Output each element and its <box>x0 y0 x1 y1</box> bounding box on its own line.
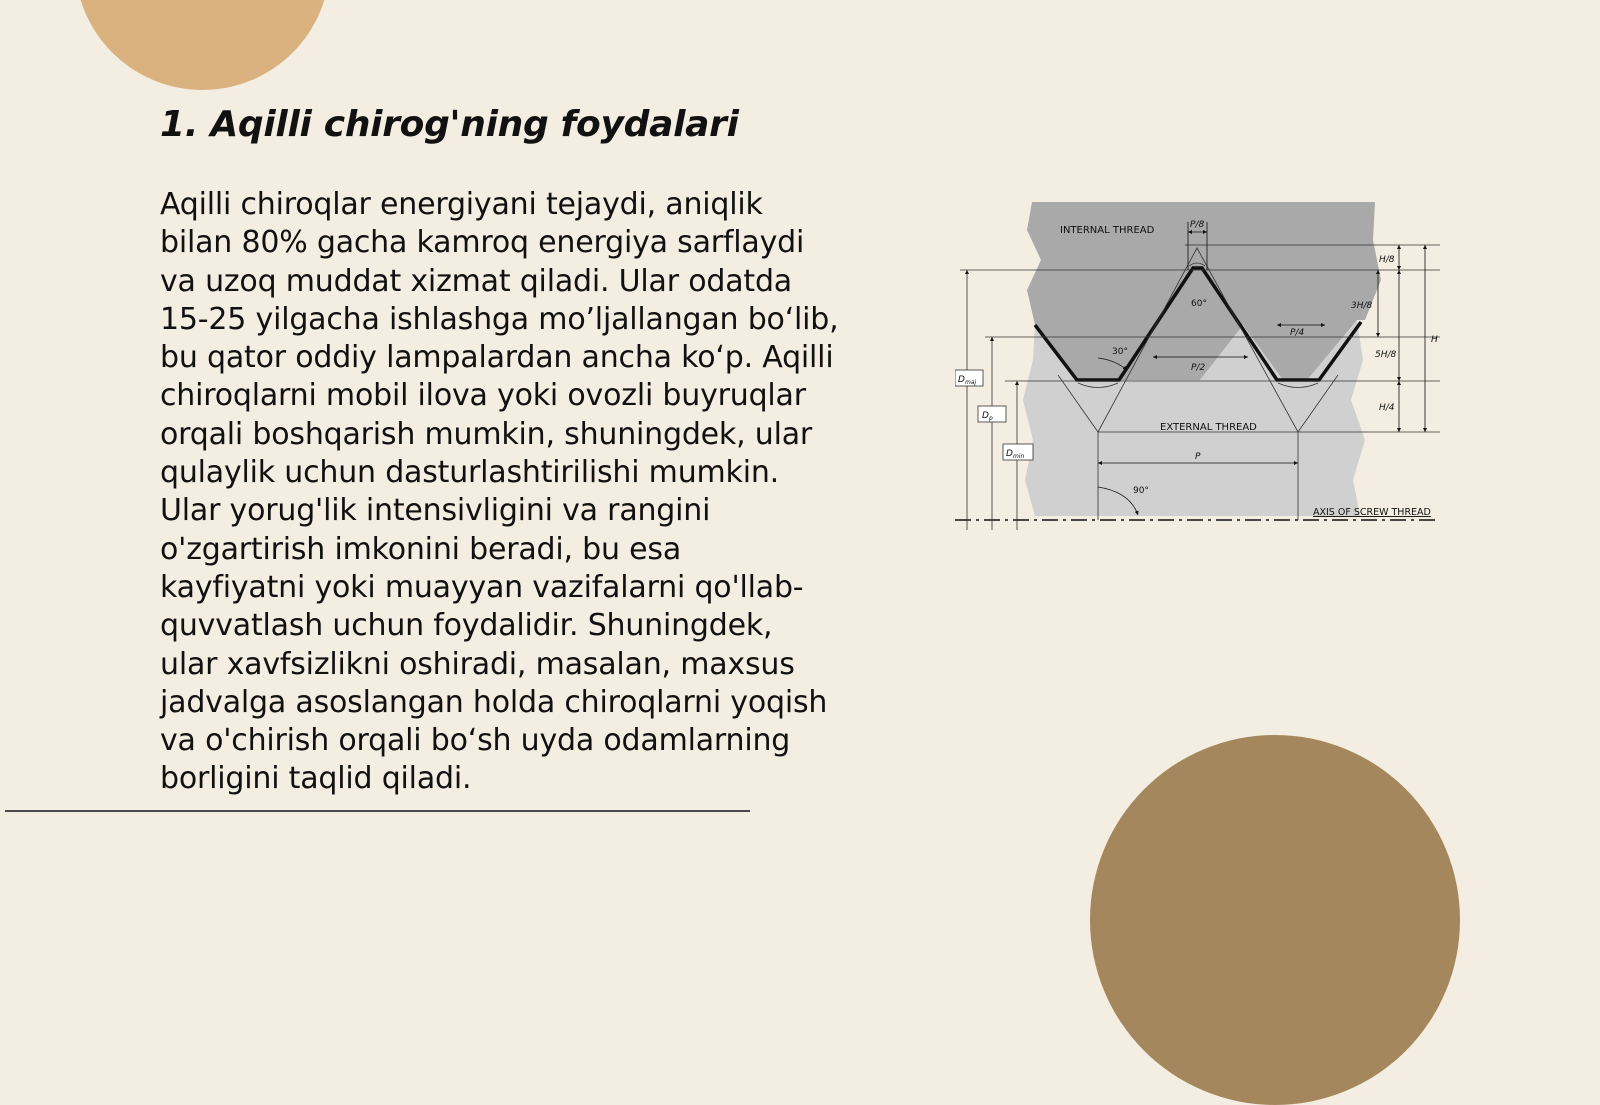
p2-label: P/2 <box>1191 363 1206 373</box>
paragraph-line: va uzoq muddat xizmat qiladi. Ular odatda <box>160 263 792 299</box>
paragraph-line: Aqilli chiroqlar energiyani tejaydi, aniqlik <box>160 187 763 222</box>
angle90-label: 90° <box>1133 486 1149 496</box>
paragraph-line: Ular yorug'lik intensivligini va rangini <box>160 493 711 529</box>
screw-thread-diagram <box>955 200 1450 540</box>
p4-label: P/4 <box>1290 328 1305 338</box>
paragraph-line: orqali boshqarish mumkin, shuningdek, ular <box>160 416 813 452</box>
body-paragraph <box>160 186 850 799</box>
p8-label: P/8 <box>1190 220 1205 230</box>
paragraph-line: o'zgartirish imkonini beradi, bu esa <box>160 531 682 567</box>
paragraph-line: chiroqlarni mobil ilova yoki ovozli buyruqlar <box>160 378 806 414</box>
paragraph-line: quvvatlash uchun foydalidir. Shuningdek, <box>160 608 773 644</box>
angle30-label: 30° <box>1112 347 1128 357</box>
decorative-circle-bottom <box>1090 735 1460 1105</box>
h4-label: H/4 <box>1379 403 1395 413</box>
paragraph-line: qulaylik uchun dasturlashtirilishi mumkin. <box>160 455 779 491</box>
paragraph-line: 15-25 yilgacha ishlashga mo’ljallangan bo‘lib, <box>160 301 839 337</box>
paragraph-line: ular xavfsizlikni oshiradi, masalan, maxsus <box>160 646 795 682</box>
p-label: P <box>1195 452 1201 462</box>
h5-8-label: 5H/8 <box>1375 350 1397 360</box>
svg-text:Dp: $D_p$ <box>982 411 993 422</box>
decorative-circle-top <box>75 0 330 90</box>
external-thread-label: EXTERNAL THREAD <box>1160 422 1257 433</box>
paragraph-line: bilan 80% gacha kamroq energiya sarflaydi <box>160 225 805 261</box>
dp-box <box>978 406 1006 422</box>
paragraph-line: kayfiyatni yoki muayyan vazifalarni qo'llab- <box>160 569 804 605</box>
slide-title: 1. Aqilli chirog'ning foydalari <box>160 104 739 145</box>
paragraph-line: jadvalga asoslangan holda chiroqlarni yoqish <box>160 684 828 720</box>
h-label: H <box>1431 335 1438 345</box>
svg-text:Dmaj: $D_{maj}$ <box>958 375 977 386</box>
h3-8-label: 3H/8 <box>1351 301 1373 311</box>
svg-text:Dmin: $D_{min}$ <box>1006 449 1025 460</box>
h8-label: H/8 <box>1379 255 1395 265</box>
angle60-label: 60° <box>1191 299 1207 309</box>
divider-line <box>5 810 750 812</box>
dmaj-box <box>955 370 983 386</box>
paragraph-line: bu qator oddiy lampalardan ancha ko‘p. Aqilli <box>160 340 834 376</box>
dmin-box <box>1003 444 1033 460</box>
internal-thread-label: INTERNAL THREAD <box>1060 225 1155 236</box>
paragraph-line: va o'chirish orqali bo‘sh uyda odamlarning <box>160 723 791 759</box>
paragraph-line: borligini taqlid qiladi. <box>160 761 472 797</box>
axis-label: AXIS OF SCREW THREAD <box>1313 507 1431 518</box>
